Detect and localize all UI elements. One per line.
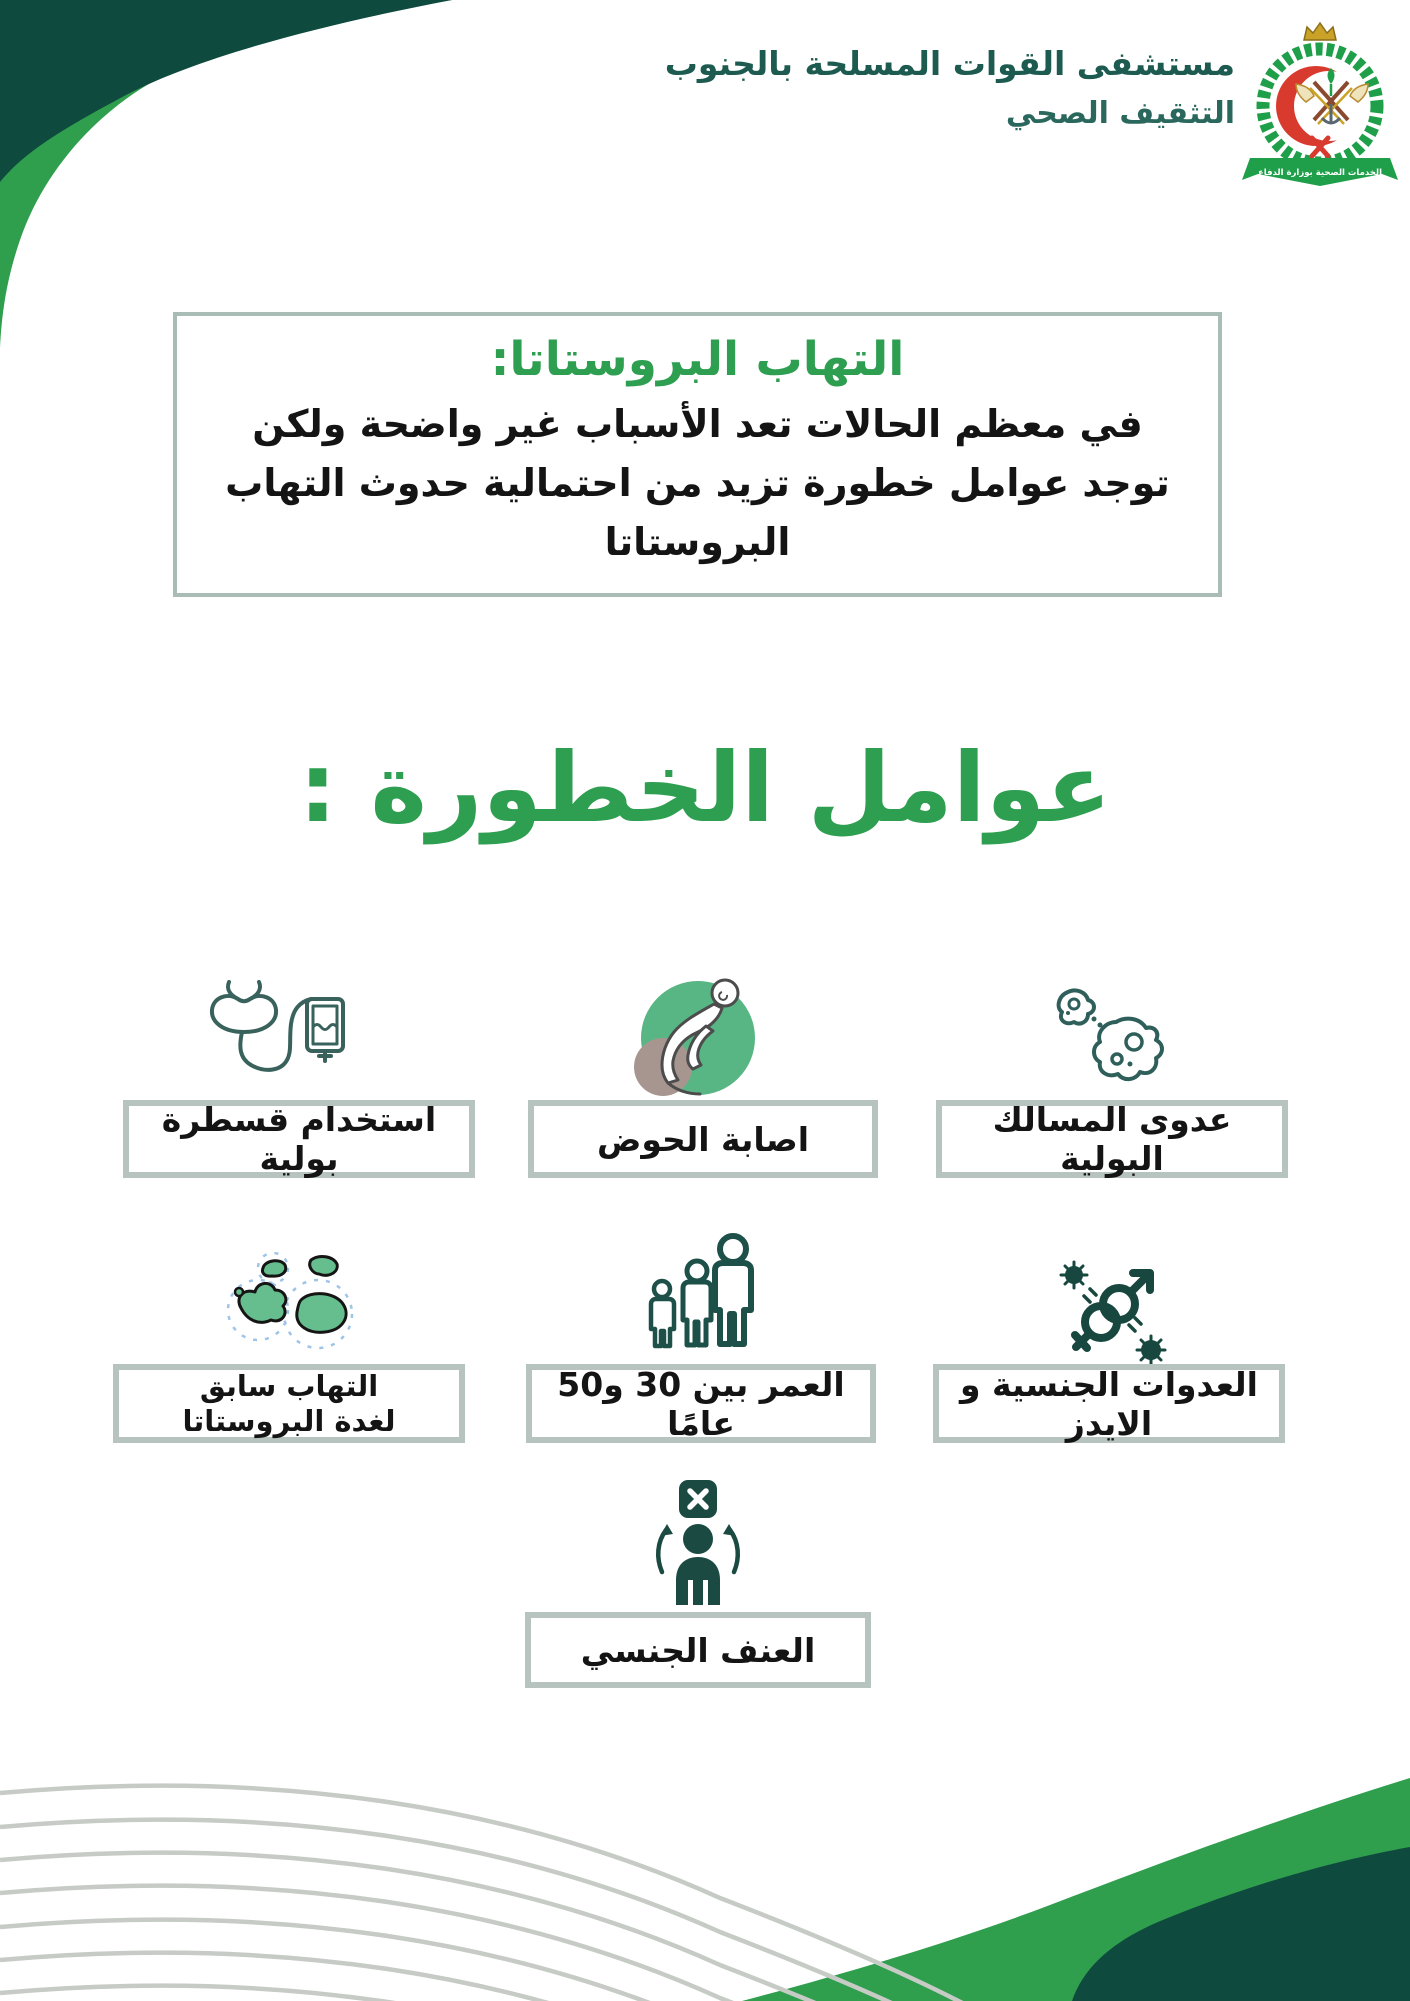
pelvic-injury-icon: [618, 968, 778, 1103]
bottom-swoosh-decoration: [0, 1700, 1410, 2001]
factor-box-pelvic-injury: [528, 1100, 878, 1178]
factor-label: عدوى المسالك البولية: [992, 1100, 1232, 1178]
factor-label: العمر بين 30 و50 عامًا: [557, 1364, 845, 1443]
factor-box-sti-aids: [933, 1364, 1285, 1443]
factor-label: العدوات الجنسية و الايدز: [960, 1364, 1258, 1443]
hospital-name: مستشفى القوات المسلحة بالجنوب: [664, 44, 1235, 83]
factor-box-uti: [936, 1100, 1288, 1178]
urinary-catheter-icon: [195, 972, 355, 1087]
sexual-violence-icon: [648, 1480, 748, 1605]
sti-aids-icon: [1056, 1260, 1171, 1370]
factor-label: التهاب سابق: [199, 1369, 379, 1404]
uti-germs-icon: [1038, 978, 1178, 1098]
hospital-logo: [1240, 18, 1400, 190]
factor-label-line2: لغدة البروستاتا: [182, 1403, 396, 1438]
factor-label: استخدام قسطرة بولية: [161, 1100, 437, 1178]
section-heading: عوامل الخطورة :: [298, 732, 1112, 844]
factor-box-sexual-violence: [525, 1612, 871, 1688]
intro-body: في معظم الحالات تعد الأسباب غير واضحة ولكن توجد عوامل خطورة تزيد من احتمالية حدوث التهاب البروستاتا: [225, 402, 1170, 564]
factor-box-urinary-catheter: [123, 1100, 475, 1178]
prostate-cells-icon: [213, 1252, 363, 1352]
age-range-icon: [645, 1232, 760, 1357]
health-education-subtitle: التثقيف الصحي: [1005, 95, 1235, 131]
header: [665, 44, 1235, 131]
intro-title: التهاب البروستاتا:: [490, 332, 905, 387]
factor-box-age-range: [526, 1364, 876, 1443]
factor-box-previous-prostatitis: [113, 1364, 465, 1443]
intro-box: [173, 312, 1222, 597]
logo-crown-icon: [1304, 23, 1336, 40]
factor-label: العنف الجنسي: [580, 1630, 816, 1670]
logo-banner-text: الخدمات الصحية بوزارة الدفاع: [1257, 168, 1383, 178]
factor-label: اصابة الحوض: [596, 1119, 810, 1159]
